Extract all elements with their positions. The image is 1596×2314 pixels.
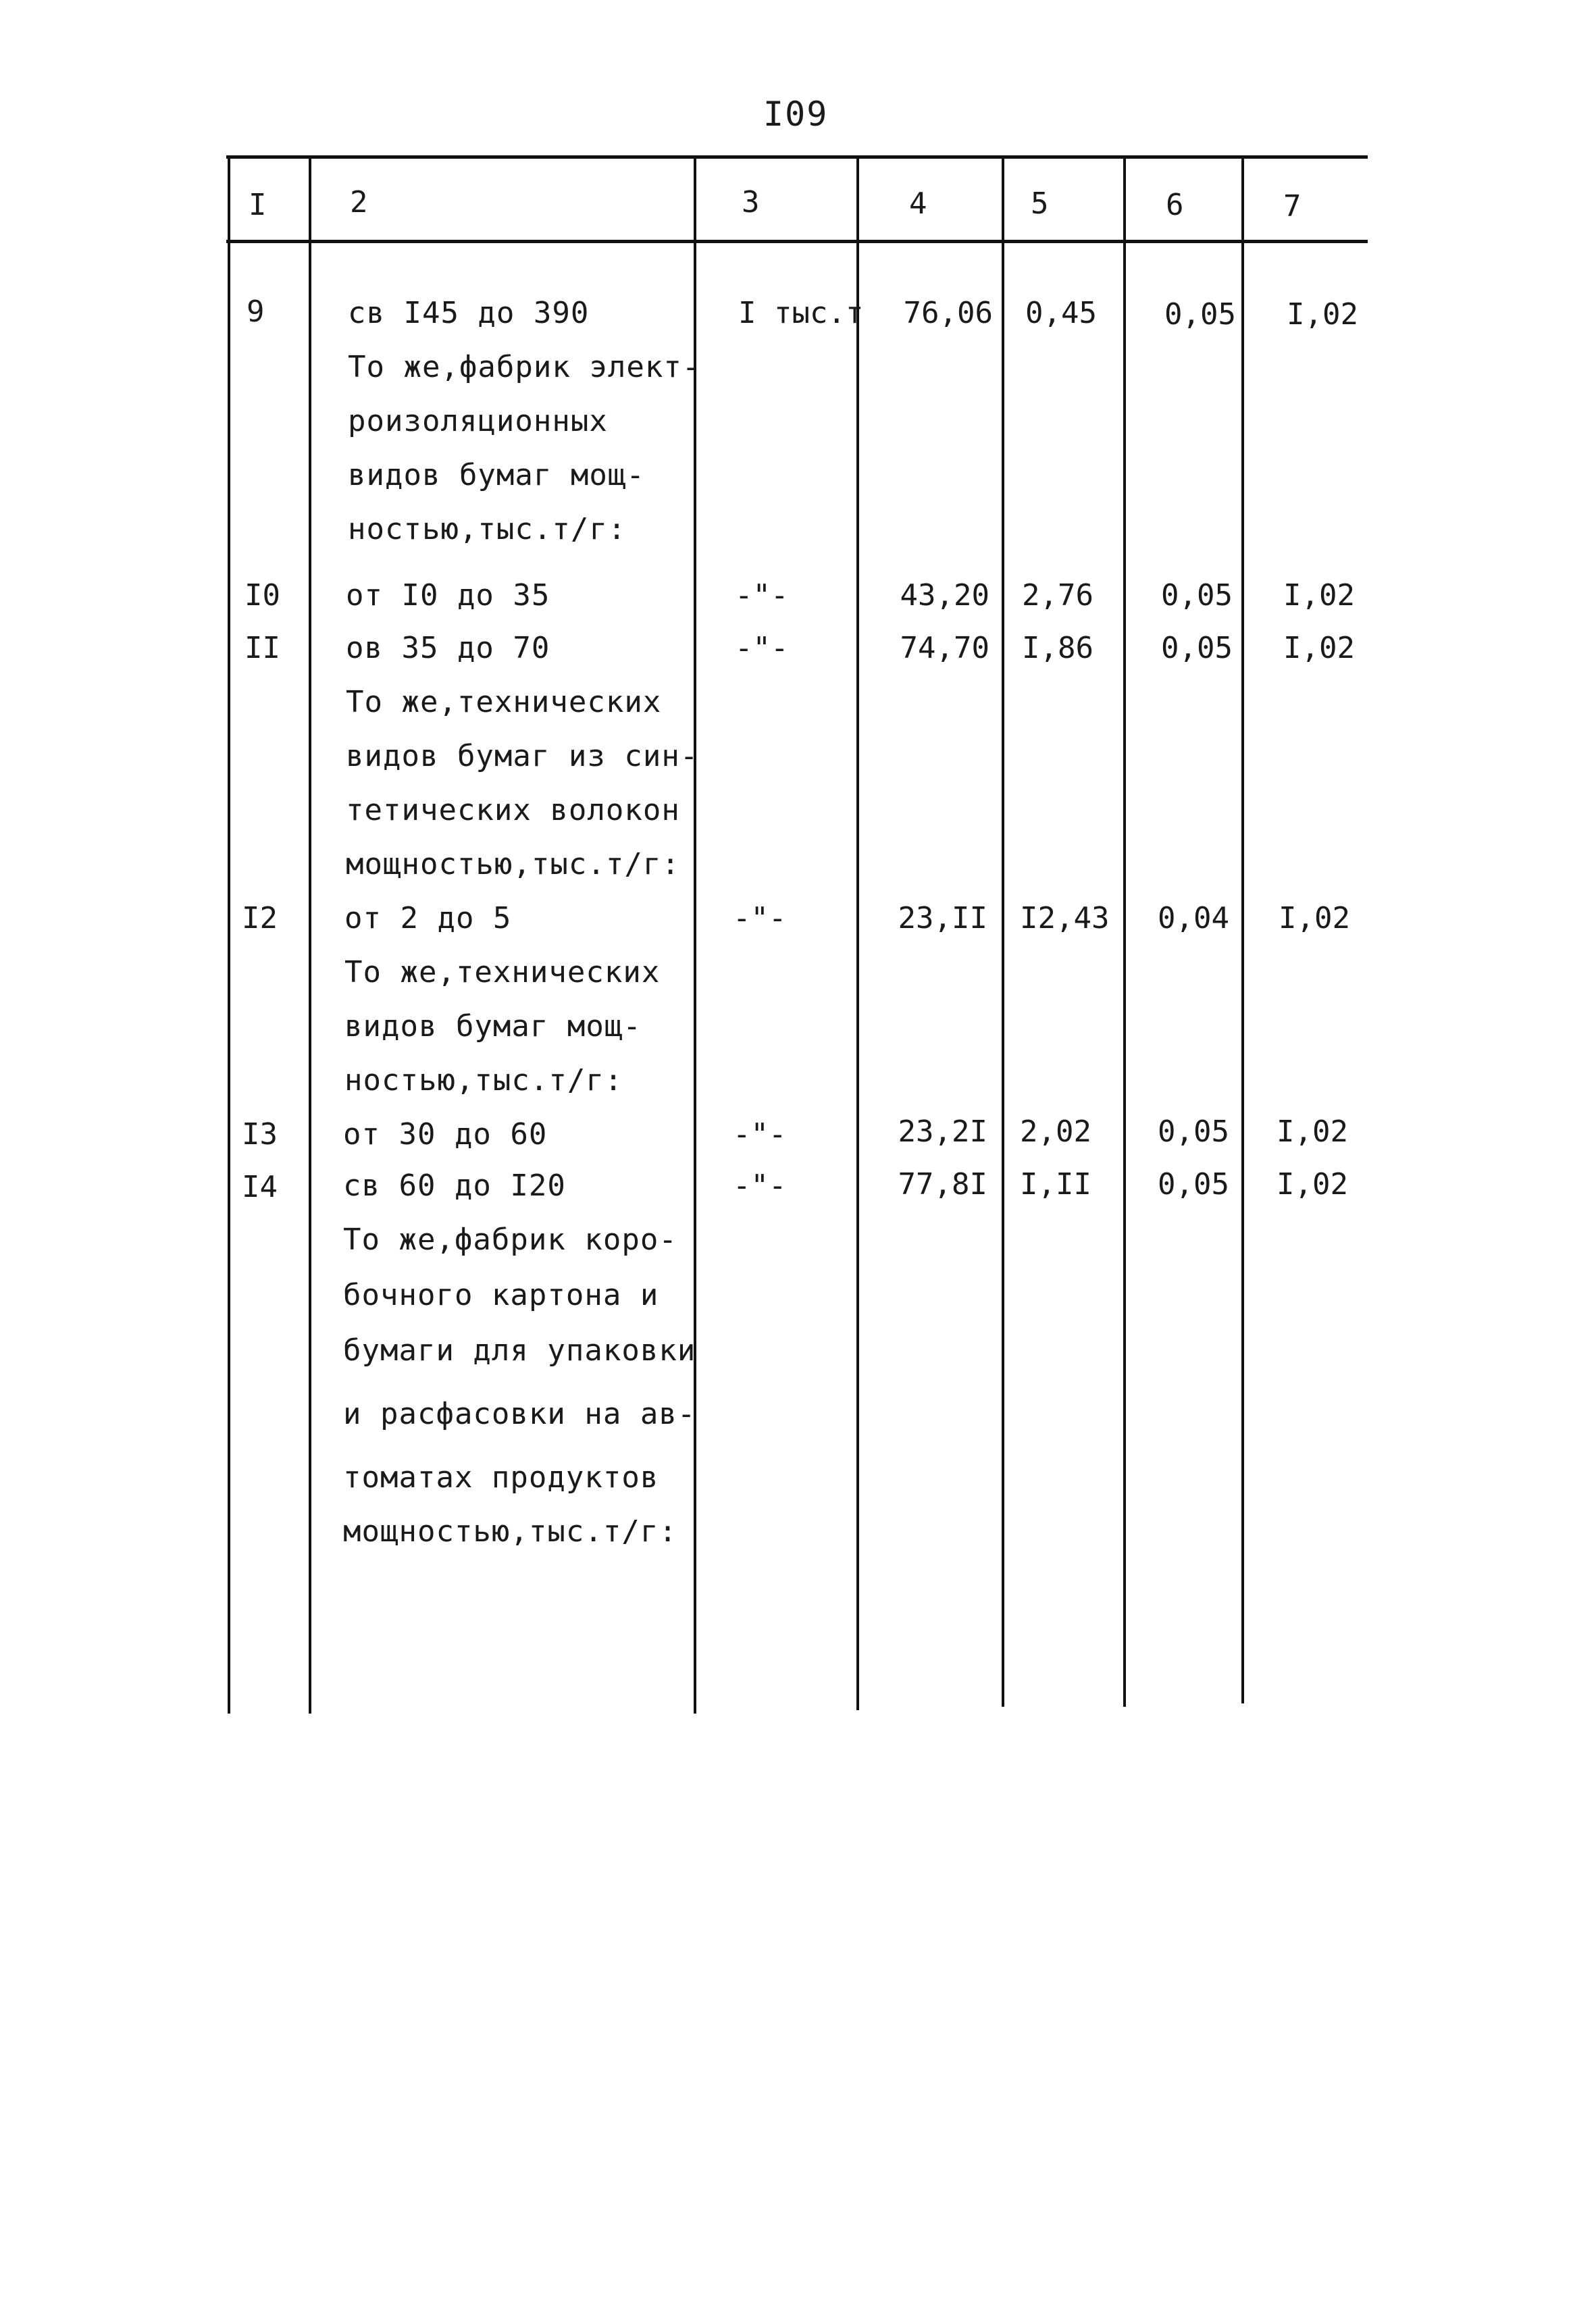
- column-rule-left: [228, 157, 230, 1714]
- row-number: I4: [242, 1170, 278, 1204]
- column-rule-3: [856, 157, 859, 1710]
- section-heading-line: ностью,тыс.т/г:: [348, 512, 627, 546]
- header-col-7: 7: [1283, 189, 1302, 224]
- row-number: 9: [247, 294, 265, 329]
- section-heading-line: мощностью,тыс.т/г:: [343, 1514, 677, 1549]
- section-heading-line: и расфасовки на ав-: [343, 1397, 696, 1431]
- section-heading-line: тетических волокон: [346, 793, 680, 827]
- section-heading-line: видов бумаг мощ-: [344, 1009, 642, 1044]
- row-value-4: 77,8I: [898, 1167, 987, 1202]
- header-col-2: 2: [350, 185, 368, 220]
- section-heading-line: томатах продуктов: [343, 1460, 659, 1495]
- table-top-rule: [226, 155, 1368, 159]
- column-rule-6: [1241, 157, 1244, 1703]
- row-value-5: I,II: [1020, 1167, 1091, 1202]
- section-heading-line: бумаги для упаковки: [343, 1333, 696, 1368]
- row-unit: -"-: [735, 631, 789, 665]
- header-col-6: 6: [1166, 188, 1184, 222]
- row-value-6: 0,05: [1164, 297, 1236, 332]
- column-rule-1: [309, 157, 311, 1714]
- row-description: ов 35 до 70: [346, 631, 550, 665]
- row-value-7: I,02: [1283, 631, 1355, 665]
- row-number: II: [244, 631, 280, 665]
- row-value-7: I,02: [1283, 578, 1355, 613]
- row-value-6: 0,05: [1161, 631, 1233, 665]
- row-value-7: I,02: [1287, 297, 1358, 332]
- row-number: I0: [244, 578, 280, 613]
- page-number: I09: [763, 95, 829, 134]
- section-heading-line: бочного картона и: [343, 1278, 659, 1312]
- row-value-5: 2,76: [1022, 578, 1093, 613]
- row-value-5: I2,43: [1020, 901, 1110, 935]
- row-unit: -"-: [733, 901, 787, 935]
- section-heading-line: роизоляционных: [348, 404, 608, 438]
- row-value-7: I,02: [1277, 1167, 1348, 1202]
- row-value-7: I,02: [1279, 901, 1350, 935]
- header-col-3: 3: [742, 185, 760, 220]
- row-value-5: 2,02: [1020, 1114, 1091, 1149]
- row-unit: -"-: [735, 578, 789, 613]
- section-heading-line: То же,фабрик элект-: [348, 350, 701, 384]
- section-heading-line: То же,фабрик коро-: [343, 1223, 677, 1257]
- row-value-7: I,02: [1277, 1114, 1348, 1149]
- section-heading-line: видов бумаг мощ-: [348, 458, 645, 492]
- row-unit: -"-: [733, 1117, 787, 1152]
- row-value-4: 76,06: [903, 296, 993, 330]
- row-value-4: 43,20: [900, 578, 989, 613]
- row-unit: -"-: [733, 1168, 787, 1203]
- row-description: от I0 до 35: [346, 578, 550, 613]
- row-number: I3: [242, 1117, 278, 1152]
- column-rule-2: [694, 157, 696, 1714]
- column-rule-4: [1002, 157, 1004, 1707]
- row-description: от 30 до 60: [343, 1117, 548, 1152]
- row-value-6: 0,04: [1158, 901, 1229, 935]
- header-col-4: 4: [909, 186, 927, 221]
- row-number: I2: [242, 901, 278, 935]
- header-col-1: I: [249, 188, 267, 222]
- section-heading-line: То же,технических: [346, 685, 662, 719]
- row-description: св 60 до I20: [343, 1168, 566, 1203]
- row-value-6: 0,05: [1158, 1167, 1229, 1202]
- row-description: от 2 до 5: [344, 901, 512, 935]
- row-value-5: 0,45: [1025, 296, 1097, 330]
- row-value-4: 74,70: [900, 631, 989, 665]
- row-value-5: I,86: [1022, 631, 1093, 665]
- row-value-6: 0,05: [1158, 1114, 1229, 1149]
- section-heading-line: мощностью,тыс.т/г:: [346, 847, 680, 881]
- section-heading-line: То же,технических: [344, 955, 661, 989]
- section-heading-line: видов бумаг из син-: [346, 739, 699, 773]
- row-unit: I тыс.т: [738, 296, 864, 330]
- row-value-6: 0,05: [1161, 578, 1233, 613]
- row-value-4: 23,II: [898, 901, 987, 935]
- row-value-4: 23,2I: [898, 1114, 987, 1149]
- row-description: св I45 до 390: [348, 296, 590, 330]
- header-bottom-rule: [226, 240, 1368, 243]
- section-heading-line: ностью,тыс.т/г:: [344, 1063, 623, 1098]
- header-col-5: 5: [1031, 186, 1049, 221]
